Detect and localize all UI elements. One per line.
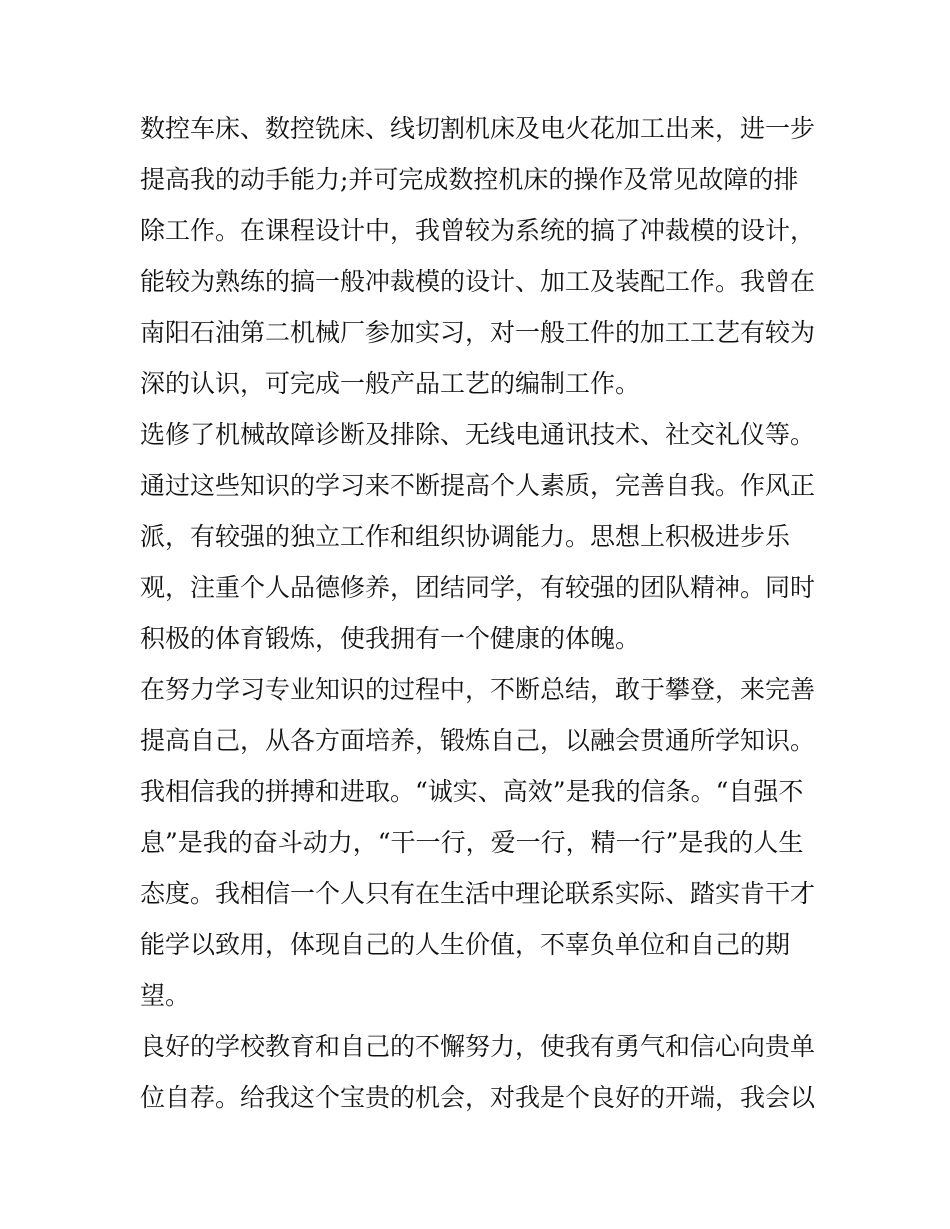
text-line: 除工作。在课程设计中，我曾较为系统的搞了冲裁模的设计， <box>140 216 816 245</box>
text-line: 深的认识，可完成一般产品工艺的编制工作。 <box>140 369 641 398</box>
text-line: 能较为熟练的搞一般冲裁模的设计、加工及装配工作。我曾在 <box>140 267 816 296</box>
text-line: 在努力学习专业知识的过程中，不断总结，敢于攀登，来完善 <box>140 675 816 704</box>
text-line: 通过这些知识的学习来不断提高个人素质，完善自我。作风正 <box>140 471 816 500</box>
text-line: 观，注重个人品德修养，团结同学，有较强的团队精神。同时 <box>140 573 816 602</box>
text-line: 我相信我的拼搏和进取。“诚实、高效”是我的信条。“自强不 <box>140 777 804 806</box>
text-line: 选修了机械故障诊断及排除、无线电通讯技术、社交礼仪等。 <box>140 420 816 449</box>
text-line: 提高自己，从各方面培养，锻炼自己，以融会贯通所学知识。 <box>140 726 816 755</box>
text-line: 提高我的动手能力;并可完成数控机床的操作及常见故障的排 <box>140 165 799 194</box>
text-line: 望。 <box>140 981 191 1010</box>
text-line: 息”是我的奋斗动力，“干一行，爱一行，精一行”是我的人生 <box>140 828 804 857</box>
text-line: 良好的学校教育和自己的不懈努力，使我有勇气和信心向贵单 <box>140 1032 816 1061</box>
text-line: 南阳石油第二机械厂参加实习，对一般工件的加工工艺有较为 <box>140 318 816 347</box>
text-line: 位自荐。给我这个宝贵的机会，对我是个良好的开端，我会以 <box>140 1083 816 1112</box>
body-text <box>140 103 820 1123</box>
text-line: 派，有较强的独立工作和组织协调能力。思想上积极进步乐 <box>140 522 791 551</box>
text-line: 态度。我相信一个人只有在生活中理论联系实际、踏实肯干才 <box>140 879 816 908</box>
text-line: 能学以致用，体现自己的人生价值，不辜负单位和自己的期 <box>140 930 791 959</box>
text-line: 积极的体育锻炼，使我拥有一个健康的体魄。 <box>140 624 641 653</box>
text-line: 数控车床、数控铣床、线切割机床及电火花加工出来，进一步 <box>140 114 816 143</box>
